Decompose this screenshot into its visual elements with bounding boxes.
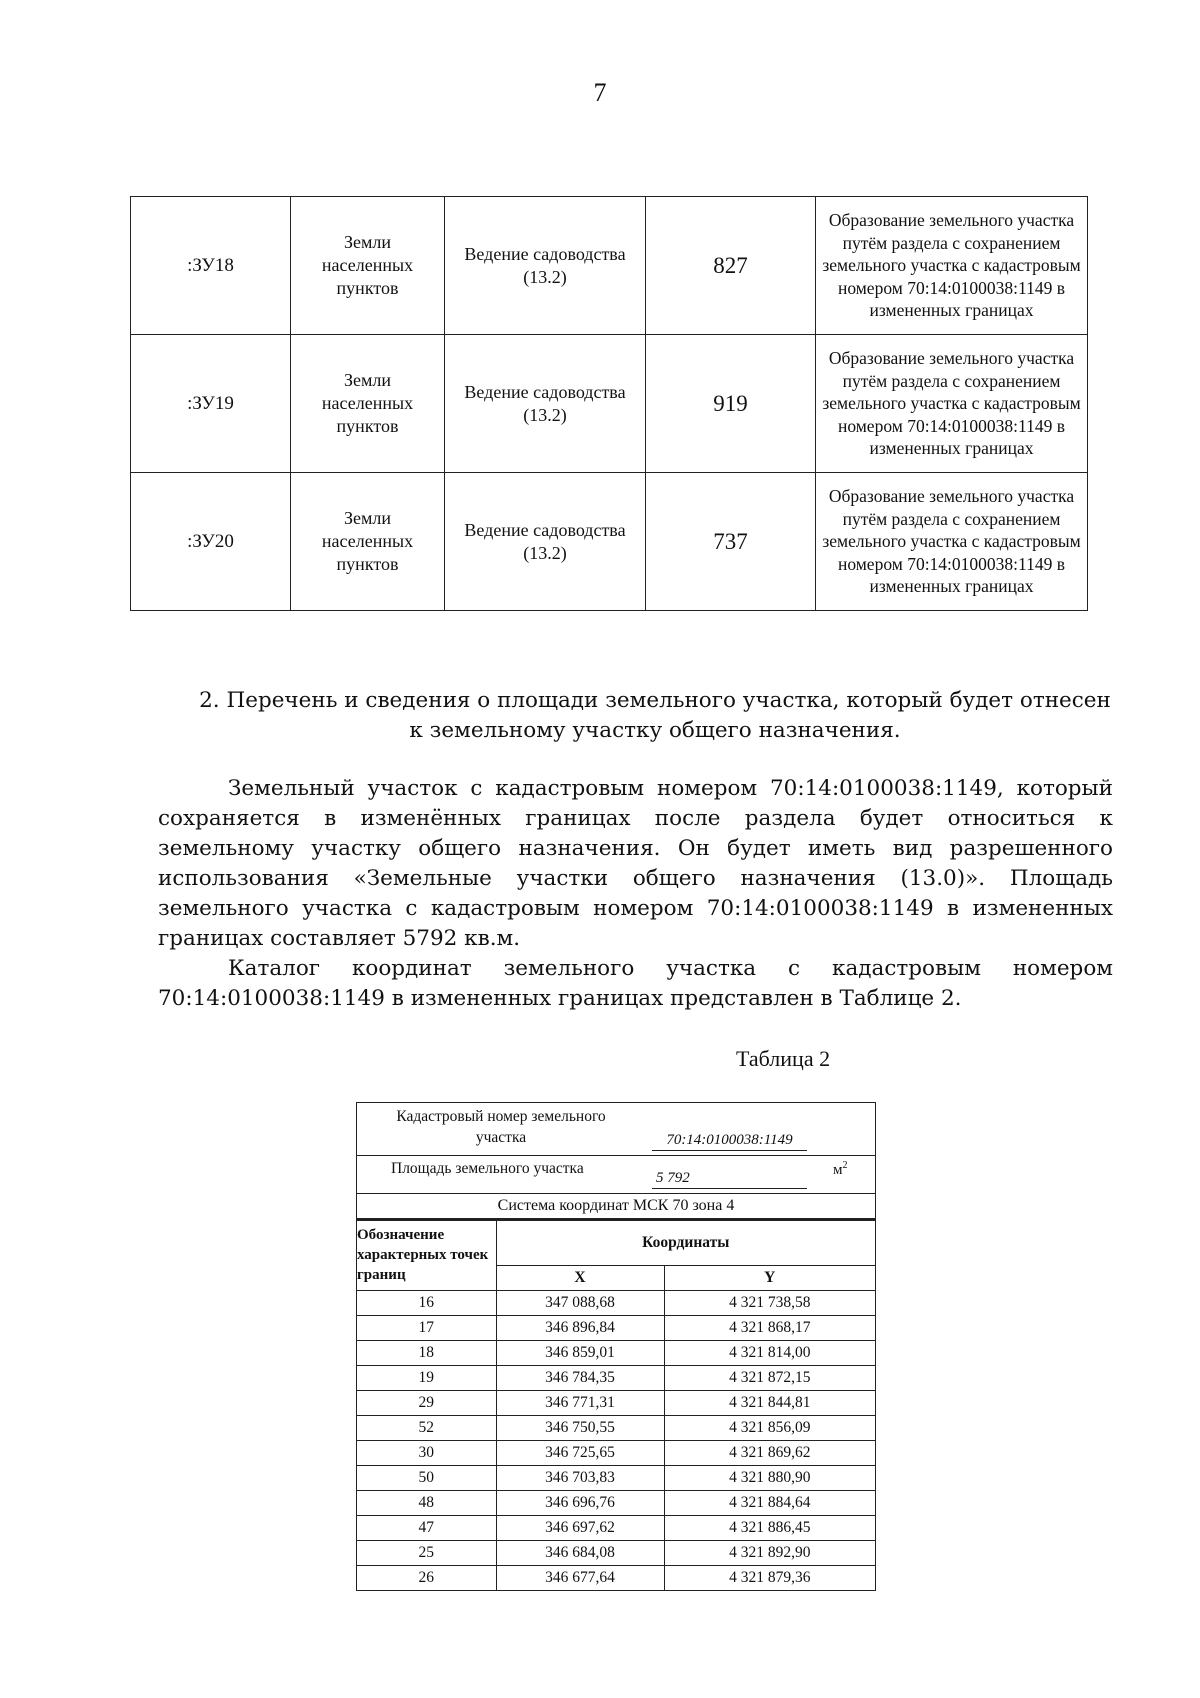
plot-code: :ЗУ19 xyxy=(131,335,291,473)
y-value: 4 321 886,45 xyxy=(664,1516,875,1541)
plot-area: 827 xyxy=(646,197,816,335)
y-value: 4 321 844,81 xyxy=(664,1391,875,1416)
y-value: 4 321 892,90 xyxy=(664,1541,875,1566)
y-value: 4 321 879,36 xyxy=(664,1566,875,1591)
point-id: 29 xyxy=(357,1391,496,1416)
cadastral-number-value: 70:14:0100038:1149 xyxy=(652,1130,807,1151)
table-row xyxy=(357,1466,875,1491)
table-row xyxy=(357,1416,875,1441)
area-unit: $м^2$ xyxy=(833,1160,848,1178)
plot-category: Земли населенных пунктов xyxy=(291,335,445,473)
x-value: 346 784,35 xyxy=(496,1366,664,1391)
point-id: 30 xyxy=(357,1441,496,1466)
x-value: 346 750,55 xyxy=(496,1416,664,1441)
y-value: 4 321 869,62 xyxy=(664,1441,875,1466)
plot-description: Образование земельного участка путём раздела с сохранением земельного участка с кадастровым номером 70:14:0100038:1149 в измененных границах xyxy=(816,473,1088,611)
table-row xyxy=(357,1541,875,1566)
plot-area: 919 xyxy=(646,335,816,473)
area-value: 5 792 xyxy=(652,1168,807,1189)
table-row xyxy=(357,1566,875,1591)
y-value: 4 321 884,64 xyxy=(664,1491,875,1516)
table-row xyxy=(357,1291,875,1316)
x-value: 346 697,62 xyxy=(496,1516,664,1541)
table-row xyxy=(131,197,1088,335)
land-plots-table xyxy=(130,196,1088,611)
x-value: 346 677,64 xyxy=(496,1566,664,1591)
plot-use: Ведение садоводства (13.2) xyxy=(445,473,646,611)
area-row xyxy=(357,1156,875,1194)
point-id: 16 xyxy=(357,1291,496,1316)
plot-use: Ведение садоводства (13.2) xyxy=(445,197,646,335)
points-header: Обозначение характерных точек границ xyxy=(357,1220,496,1291)
area-label: Площадь земельного участка xyxy=(391,1160,584,1177)
x-header: X xyxy=(496,1266,664,1291)
point-id: 26 xyxy=(357,1566,496,1591)
coordinates-table xyxy=(356,1102,876,1591)
table-row xyxy=(357,1366,875,1391)
plot-category: Земли населенных пунктов xyxy=(291,473,445,611)
table-row xyxy=(131,473,1088,611)
x-value: 346 859,01 xyxy=(496,1341,664,1366)
plot-description: Образование земельного участка путём раздела с сохранением земельного участка с кадастровым номером 70:14:0100038:1149 в измененных границах xyxy=(816,197,1088,335)
table-row xyxy=(357,1316,875,1341)
paragraph-coordinate-catalog: Каталог координат земельного участка с кадастровым номером 70:14:0100038:1149 в измененных границах представлен в Таблице 2. xyxy=(158,956,1113,1011)
coordinates-grid xyxy=(357,1219,875,1590)
plot-area: 737 xyxy=(646,473,816,611)
table-row xyxy=(357,1441,875,1466)
table-row xyxy=(357,1391,875,1416)
point-id: 50 xyxy=(357,1466,496,1491)
y-value: 4 321 868,17 xyxy=(664,1316,875,1341)
x-value: 346 684,08 xyxy=(496,1541,664,1566)
page-number: 7 xyxy=(593,78,607,107)
plot-code: :ЗУ20 xyxy=(131,473,291,611)
coordinate-system: Система координат МСК 70 зона 4 xyxy=(357,1194,875,1219)
y-header: Y xyxy=(664,1266,875,1291)
cadastral-number-row xyxy=(357,1103,875,1156)
point-id: 48 xyxy=(357,1491,496,1516)
y-value: 4 321 814,00 xyxy=(664,1341,875,1366)
table-row xyxy=(357,1341,875,1366)
x-value: 346 703,83 xyxy=(496,1466,664,1491)
paragraph-general-use: Земельный участок с кадастровым номером 70:14:0100038:1149, который сохраняется в изменённых границах после раздела будет относиться к земельному участку общего назначения. Он будет иметь вид разрешенного использования «Земельные участки общего назначения (13.0)». Площадь земельного участка с кадастровым номером 70:14:0100038:1149 в измененных границах составляет 5792 кв.м. xyxy=(158,776,1113,951)
table-row xyxy=(357,1516,875,1541)
point-id: 52 xyxy=(357,1416,496,1441)
x-value: 346 896,84 xyxy=(496,1316,664,1341)
table2-caption: Таблица 2 xyxy=(736,1046,831,1071)
x-value: 346 771,31 xyxy=(496,1391,664,1416)
x-value: 346 725,65 xyxy=(496,1441,664,1466)
y-value: 4 321 880,90 xyxy=(664,1466,875,1491)
table-row xyxy=(131,335,1088,473)
point-id: 47 xyxy=(357,1516,496,1541)
point-id: 18 xyxy=(357,1341,496,1366)
point-id: 25 xyxy=(357,1541,496,1566)
plot-use: Ведение садоводства (13.2) xyxy=(445,335,646,473)
y-value: 4 321 738,58 xyxy=(664,1291,875,1316)
cadastral-number-label: Кадастровый номер земельного участка xyxy=(396,1108,606,1146)
coordinates-header: Координаты xyxy=(496,1220,875,1266)
x-value: 347 088,68 xyxy=(496,1291,664,1316)
section-heading: 2. Перечень и сведения о площади земельного участка, который будет отнесен к земельному участку общего назначения. xyxy=(199,688,1111,743)
y-value: 4 321 872,15 xyxy=(664,1366,875,1391)
x-value: 346 696,76 xyxy=(496,1491,664,1516)
table-row xyxy=(357,1491,875,1516)
plot-code: :ЗУ18 xyxy=(131,197,291,335)
point-id: 17 xyxy=(357,1316,496,1341)
plot-description: Образование земельного участка путём раздела с сохранением земельного участка с кадастровым номером 70:14:0100038:1149 в измененных границах xyxy=(816,335,1088,473)
point-id: 19 xyxy=(357,1366,496,1391)
plot-category: Земли населенных пунктов xyxy=(291,197,445,335)
y-value: 4 321 856,09 xyxy=(664,1416,875,1441)
